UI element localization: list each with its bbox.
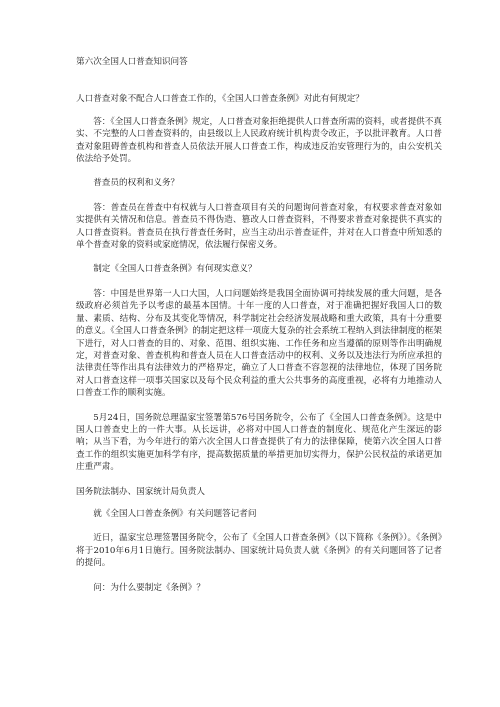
question-1: 人口普查对象不配合人口普查工作的，《全国人口普查条例》对此有何规定？ (76, 94, 364, 105)
paragraph-interview-heading: 就《全国人口普查条例》有关问题答记者问 (93, 508, 257, 519)
paragraph-interview-intro: 近日，温家宝总理签署国务院令，公布了《全国人口普查条例》（以下简称《条例》）。《条例》将于2010年6月1日施行。国务院法制办、国家统计局负责人就《条例》的有关问题回答了记者的提问。 (76, 533, 442, 569)
paragraph-officials: 国务院法制办、国家统计局负责人 (76, 486, 205, 497)
answer-3: 答：中国是世界第一人口大国，人口问题始终是我国全面协调可持续发展的重大问题，是各级政府必须首先予以考虑的最基本国情。十年一度的人口普查，对于准确把握好我国人口的数量、素质、结构、分布及其变化等情况，科学制定社会经济发展战略和重大政策，具有十分重要的意义。《全国人口普查条例》的制定把这样一项庞大复杂的社会系统工程纳入到法律制度的框架下进行，对人口普查的目的、对象、范围、组织实施、工作任务和应当遵循的原则等作出明确规定，对普查对象、普查机构和普查人员在人口普查活动中的权利、义务以及违法行为所应承担的法律责任等作出具有法律效力的严格界定，确立了人口普查不容忽视的法律地位，体现了国务院对人口普查这样一项事关国家以及每个民众利益的重大公共事务的高度重视，必将有力地推动人口普查工作的顺利实施。 (76, 288, 442, 399)
question-2: 普查员的权利和义务？ (93, 178, 180, 189)
question-why-regulation: 问：为什么要制定《条例》？ (93, 582, 205, 593)
answer-2: 答：普查员在普查中有权就与人口普查项目有关的问题询问普查对象，有权要求普查对象如实提供有关情况和信息。普查员不得伪造、篡改人口普查资料，不得要求普查对象提供不真实的人口普查资料。普查员在执行普查任务时，应当主动出示普查证件，并对在人口普查中所知悉的单个普查对象的资料或家庭情况，依法履行保密义务。 (76, 202, 442, 251)
answer-1: 答：《全国人口普查条例》规定，人口普查对象拒绝提供人口普查所需的资料，或者提供不真实、不完整的人口普查资料的，由县级以上人民政府统计机构责令改正，予以批评教育。人口普查对象阻碍普查机构和普查人员依法开展人口普查工作，构成违反治安管理行为的，由公安机关依法给予处罚。 (76, 116, 442, 165)
document-title: 第六次全国人口普查知识问答 (76, 57, 188, 67)
paragraph-announcement: 5月24日，国务院总理温家宝签署第576号国务院令，公布了《全国人口普查条例》。这是中国人口普查史上的一件大事。从长远讲，必将对中国人口普查的制度化、规范化产生深远的影响；从当下看，为今年进行的第六次全国人口普查提供了有力的法律保障，使第六次全国人口普查工作的组织实施更加科学有序，提高数据质量的举措更加切实得力，保护公民权益的承诺更加庄重严肃。 (76, 412, 442, 473)
question-3: 制定《全国人口普查条例》有何现实意义？ (93, 264, 257, 275)
